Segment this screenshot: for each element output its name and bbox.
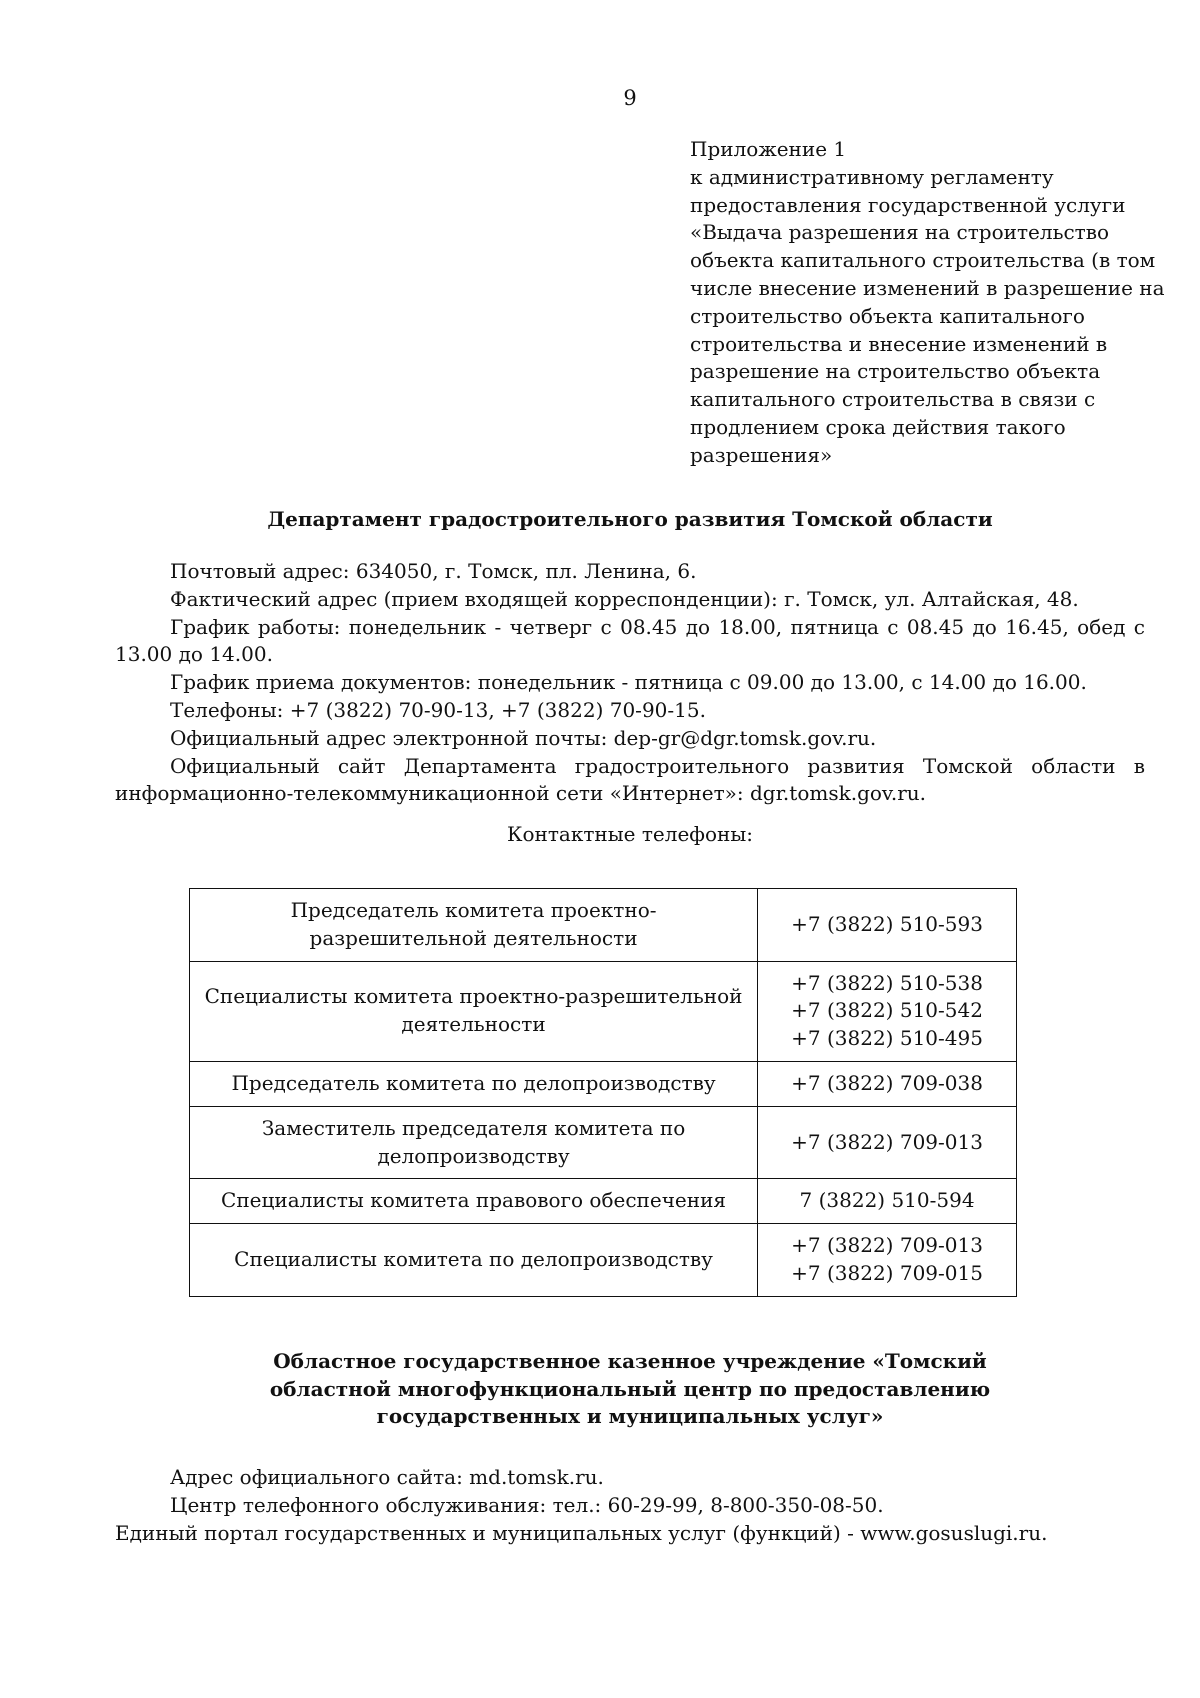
phone-number: +7 (3822) 709-013 (791, 1233, 983, 1258)
phone-number: +7 (3822) 510-538 (791, 970, 983, 995)
reception-schedule: График приема документов: понедельник - пятница с 09.00 до 13.00, с 14.00 до 16.00. (170, 670, 1087, 695)
phone-number: +7 (3822) 709-013 (791, 1129, 983, 1154)
phone-number: +7 (3822) 510-593 (791, 911, 983, 936)
appendix-note (690, 136, 1165, 470)
phone-number: +7 (3822) 709-015 (791, 1260, 983, 1285)
phone-number: +7 (3822) 510-542 (791, 998, 983, 1023)
phone-cell (758, 961, 1017, 1061)
contacts-table (189, 888, 1017, 1297)
phone-number: 7 (3822) 510-594 (799, 1188, 975, 1213)
table-row (190, 1106, 1017, 1179)
department-website: Официальный сайт Департамента градостроительного развития Томской области в информационно-телекоммуникационной сети «Интернет»: dgr.tomsk.gov.ru. (115, 753, 1145, 806)
mfc-website: Адрес официального сайта: md.tomsk.ru. (170, 1465, 604, 1489)
appendix-line: предоставления государственной услуги (690, 192, 1126, 217)
mfc-title-line: областной многофункциональный центр по предоставлению (269, 1376, 991, 1401)
appendix-line: Приложение 1 (690, 137, 847, 161)
appendix-line: разрешение на строительство объекта (690, 359, 1101, 384)
department-info (115, 558, 1145, 808)
appendix-line: числе внесение изменений в разрешение на (690, 275, 1165, 300)
mfc-call-center: Центр телефонного обслуживания: тел.: 60-29-99, 8-800-350-08-50. (170, 1492, 884, 1517)
contacts-caption: Контактные телефоны: (507, 822, 753, 846)
appendix-line: строительство объекта капитального (690, 303, 1085, 328)
role-cell: Заместитель председателя комитета по делопроизводству (190, 1106, 758, 1179)
department-title (115, 506, 1145, 534)
mfc-info (115, 1464, 1145, 1547)
work-schedule: График работы: понедельник - четверг с 08.45 до 18.00, пятница с 08.45 до 16.45, обед с 13.00 до 14.00. (115, 614, 1145, 667)
table-row (190, 1179, 1017, 1224)
phone-number: +7 (3822) 510-495 (791, 1026, 983, 1051)
phone-cell (758, 1061, 1017, 1106)
mfc-portal: Единый портал государственных и муниципальных услуг (функций) - www.gosuslugi.ru. (115, 1520, 1048, 1545)
appendix-line: «Выдача разрешения на строительство (690, 220, 1110, 245)
phone-cell (758, 1179, 1017, 1224)
mfc-title-line: государственных и муниципальных услуг» (376, 1404, 884, 1428)
appendix-line: к административному регламенту (690, 164, 1054, 189)
role-cell: Специалисты комитета по делопроизводству (190, 1224, 758, 1297)
table-row (190, 961, 1017, 1061)
actual-address: Фактический адрес (прием входящей корреспонденции): г. Томск, ул. Алтайская, 48. (170, 586, 1079, 611)
postal-address: Почтовый адрес: 634050, г. Томск, пл. Ленина, 6. (170, 559, 697, 583)
role-cell: Специалисты комитета правового обеспечения (190, 1179, 758, 1224)
phone-cell (758, 889, 1017, 962)
table-row (190, 1224, 1017, 1297)
appendix-line: строительства и внесение изменений в (690, 331, 1108, 356)
department-title-text: Департамент градостроительного развития Томской области (267, 507, 993, 531)
appendix-line: продлением срока действия такого (690, 414, 1066, 439)
phone-cell (758, 1224, 1017, 1297)
appendix-line: капитального строительства в связи с (690, 387, 1096, 412)
appendix-line: разрешения» (690, 442, 833, 467)
department-email: Официальный адрес электронной почты: dep-gr@dgr.tomsk.gov.ru. (170, 725, 877, 750)
appendix-line: объекта капитального строительства (в том (690, 248, 1156, 273)
table-row (190, 1061, 1017, 1106)
department-phones: Телефоны: +7 (3822) 70-90-13, +7 (3822) 70-90-15. (170, 697, 706, 722)
role-cell: Председатель комитета проектно-разрешительной деятельности (190, 889, 758, 962)
mfc-title (115, 1348, 1145, 1431)
table-row (190, 889, 1017, 962)
page-number: 9 (623, 86, 637, 110)
mfc-title-line: Областное государственное казенное учреждение «Томский (273, 1349, 987, 1373)
phone-cell (758, 1106, 1017, 1179)
role-cell: Специалисты комитета проектно-разрешительной деятельности (190, 961, 758, 1061)
role-cell: Председатель комитета по делопроизводству (190, 1061, 758, 1106)
phone-number: +7 (3822) 709-038 (791, 1070, 983, 1095)
